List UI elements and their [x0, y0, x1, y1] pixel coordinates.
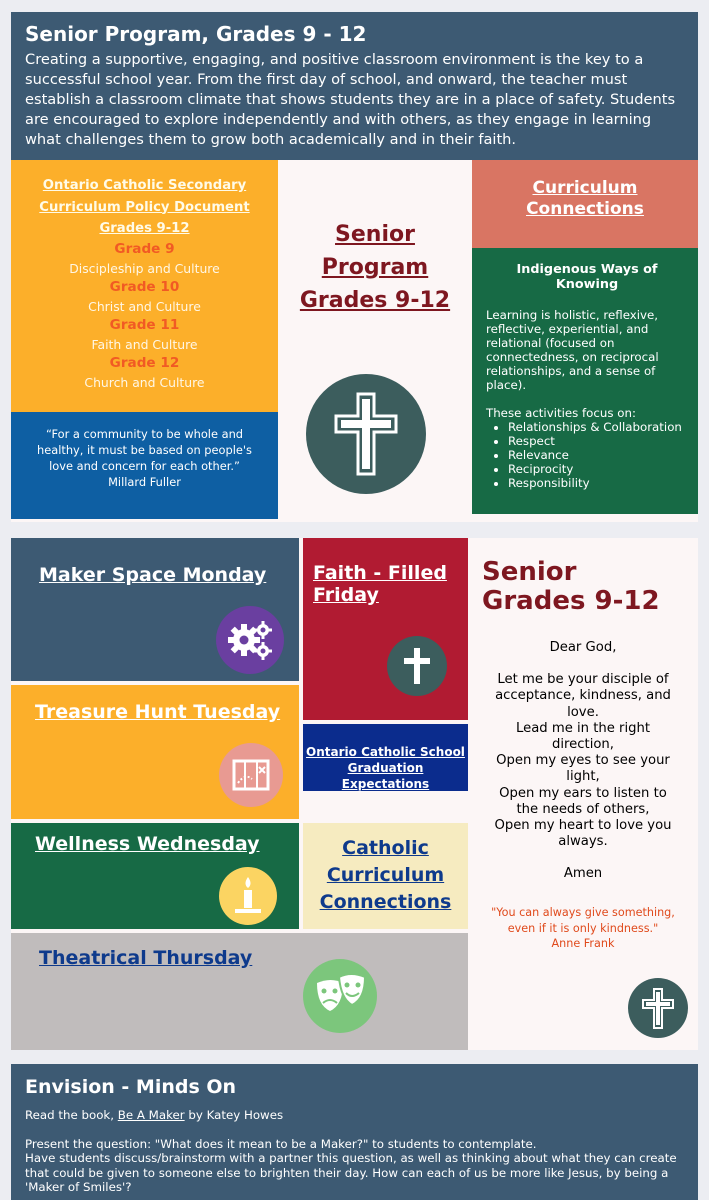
list-item: • Responsibility	[508, 476, 688, 490]
envision-section	[11, 1064, 698, 1200]
frank-quote: "You can always give something, even if it is only kindness." Anne Frank	[491, 906, 675, 950]
envision-title: Envision - Minds On	[25, 1076, 237, 1098]
wellness-link[interactable]: Wellness Wednesday	[35, 833, 260, 855]
senior-program-link[interactable]: Senior Program Grades 9-12	[299, 222, 451, 313]
focus-list	[508, 420, 688, 490]
list-item: • Relationships & Collaboration	[508, 420, 688, 434]
candle-icon	[219, 867, 277, 925]
catholic-curriculum-tile	[303, 823, 468, 929]
grade-11-label: Grade 11	[109, 316, 180, 333]
faith-friday-link[interactable]: Faith - Filled Friday	[313, 562, 447, 606]
list-item: • Respect	[508, 434, 688, 448]
treasure-hunt-link[interactable]: Treasure Hunt Tuesday	[35, 701, 281, 723]
wellness-tile	[11, 823, 299, 929]
indigenous-heading: Indigenous Ways of Knowing	[516, 262, 658, 292]
read-book-line: Read the book, Be A Maker by Katey Howes	[25, 1108, 284, 1122]
program-header	[11, 12, 698, 160]
maker-space-tile	[11, 538, 299, 681]
grade-10-label: Grade 10	[109, 278, 180, 295]
indigenous-text: Learning is holistic, reflexive, reflective, experiential, and relational (focused on connectedness, on reciprocal relationships, and a sense of place).	[486, 308, 659, 392]
grade-11-theme: Faith and Culture	[91, 336, 198, 352]
grade-12-theme: Church and Culture	[84, 374, 205, 390]
curriculum-connections-tile	[472, 160, 698, 248]
ocsge-link[interactable]: Ontario Catholic School Graduation Expectations	[306, 745, 465, 791]
grades-panel	[11, 160, 278, 412]
theatrical-tile	[11, 933, 468, 1050]
curriculum-connections-link[interactable]: Curriculum Connections	[526, 178, 644, 219]
cross-icon	[306, 374, 426, 494]
question-text: Present the question: "What does it mean to be a Maker?" to students to contemplate.	[25, 1136, 537, 1151]
fuller-quote: “For a community to be whole and healthy, it must be based on people's love and concern for each other.” Millard Fuller	[11, 412, 278, 519]
prayer-panel	[468, 538, 698, 1050]
treasure-hunt-tile	[11, 685, 299, 819]
theatrical-link[interactable]: Theatrical Thursday	[39, 947, 253, 969]
discussion-text: Have students discuss/brainstorm with a partner this question, as well as thinking about what they can create that could be given to someone else to brighten their day. How can each of us be more like Jesus, by being a 'Maker of Smiles'?	[25, 1151, 677, 1194]
gears-icon	[216, 606, 284, 674]
treasure-map-icon	[219, 743, 283, 807]
list-item: • Relevance	[508, 448, 688, 462]
panel-title: Senior Grades 9-12	[482, 557, 660, 616]
grade-9-theme: Discipleship and Culture	[69, 260, 220, 276]
cross-icon	[387, 636, 447, 696]
theatre-masks-icon	[303, 959, 377, 1033]
catholic-curriculum-link[interactable]: Catholic Curriculum Connections	[319, 837, 452, 913]
prayer-text: Dear God, Let me be your disciple of acceptance, kindness, and love. Lead me in the right direction, Open my eyes to see your light, Open my ears to listen to the needs of others, Open my heart to love you always. Amen	[494, 640, 672, 882]
weekly-activities-slide	[11, 538, 698, 1050]
faith-friday-tile	[303, 538, 468, 720]
ocsge-tile	[303, 724, 468, 791]
grade-12-label: Grade 12	[109, 354, 180, 371]
grade-10-theme: Christ and Culture	[88, 298, 201, 314]
list-item: • Reciprocity	[508, 462, 688, 476]
maker-space-link[interactable]: Maker Space Monday	[39, 564, 267, 586]
indigenous-ways-panel	[472, 248, 698, 514]
focus-intro: These activities focus on:	[486, 406, 636, 420]
page-title: Senior Program, Grades 9 - 12	[25, 22, 367, 46]
book-link[interactable]: Be A Maker	[117, 1108, 185, 1122]
cross-icon	[628, 978, 688, 1038]
grade-9-label: Grade 9	[114, 240, 175, 257]
intro-paragraph: Creating a supportive, engaging, and positive classroom environment is the key to a successful school year. From the first day of school, and onward, the teacher must establish a classroom climate that shows students they are in a place of safety. Students are encouraged to explore independently and with others, as they engage in learning what challenges them to grow both academically and in their faith.	[25, 51, 676, 148]
policy-document-link[interactable]: Ontario Catholic Secondary Curriculum Policy Document Grades 9-12	[39, 178, 250, 236]
